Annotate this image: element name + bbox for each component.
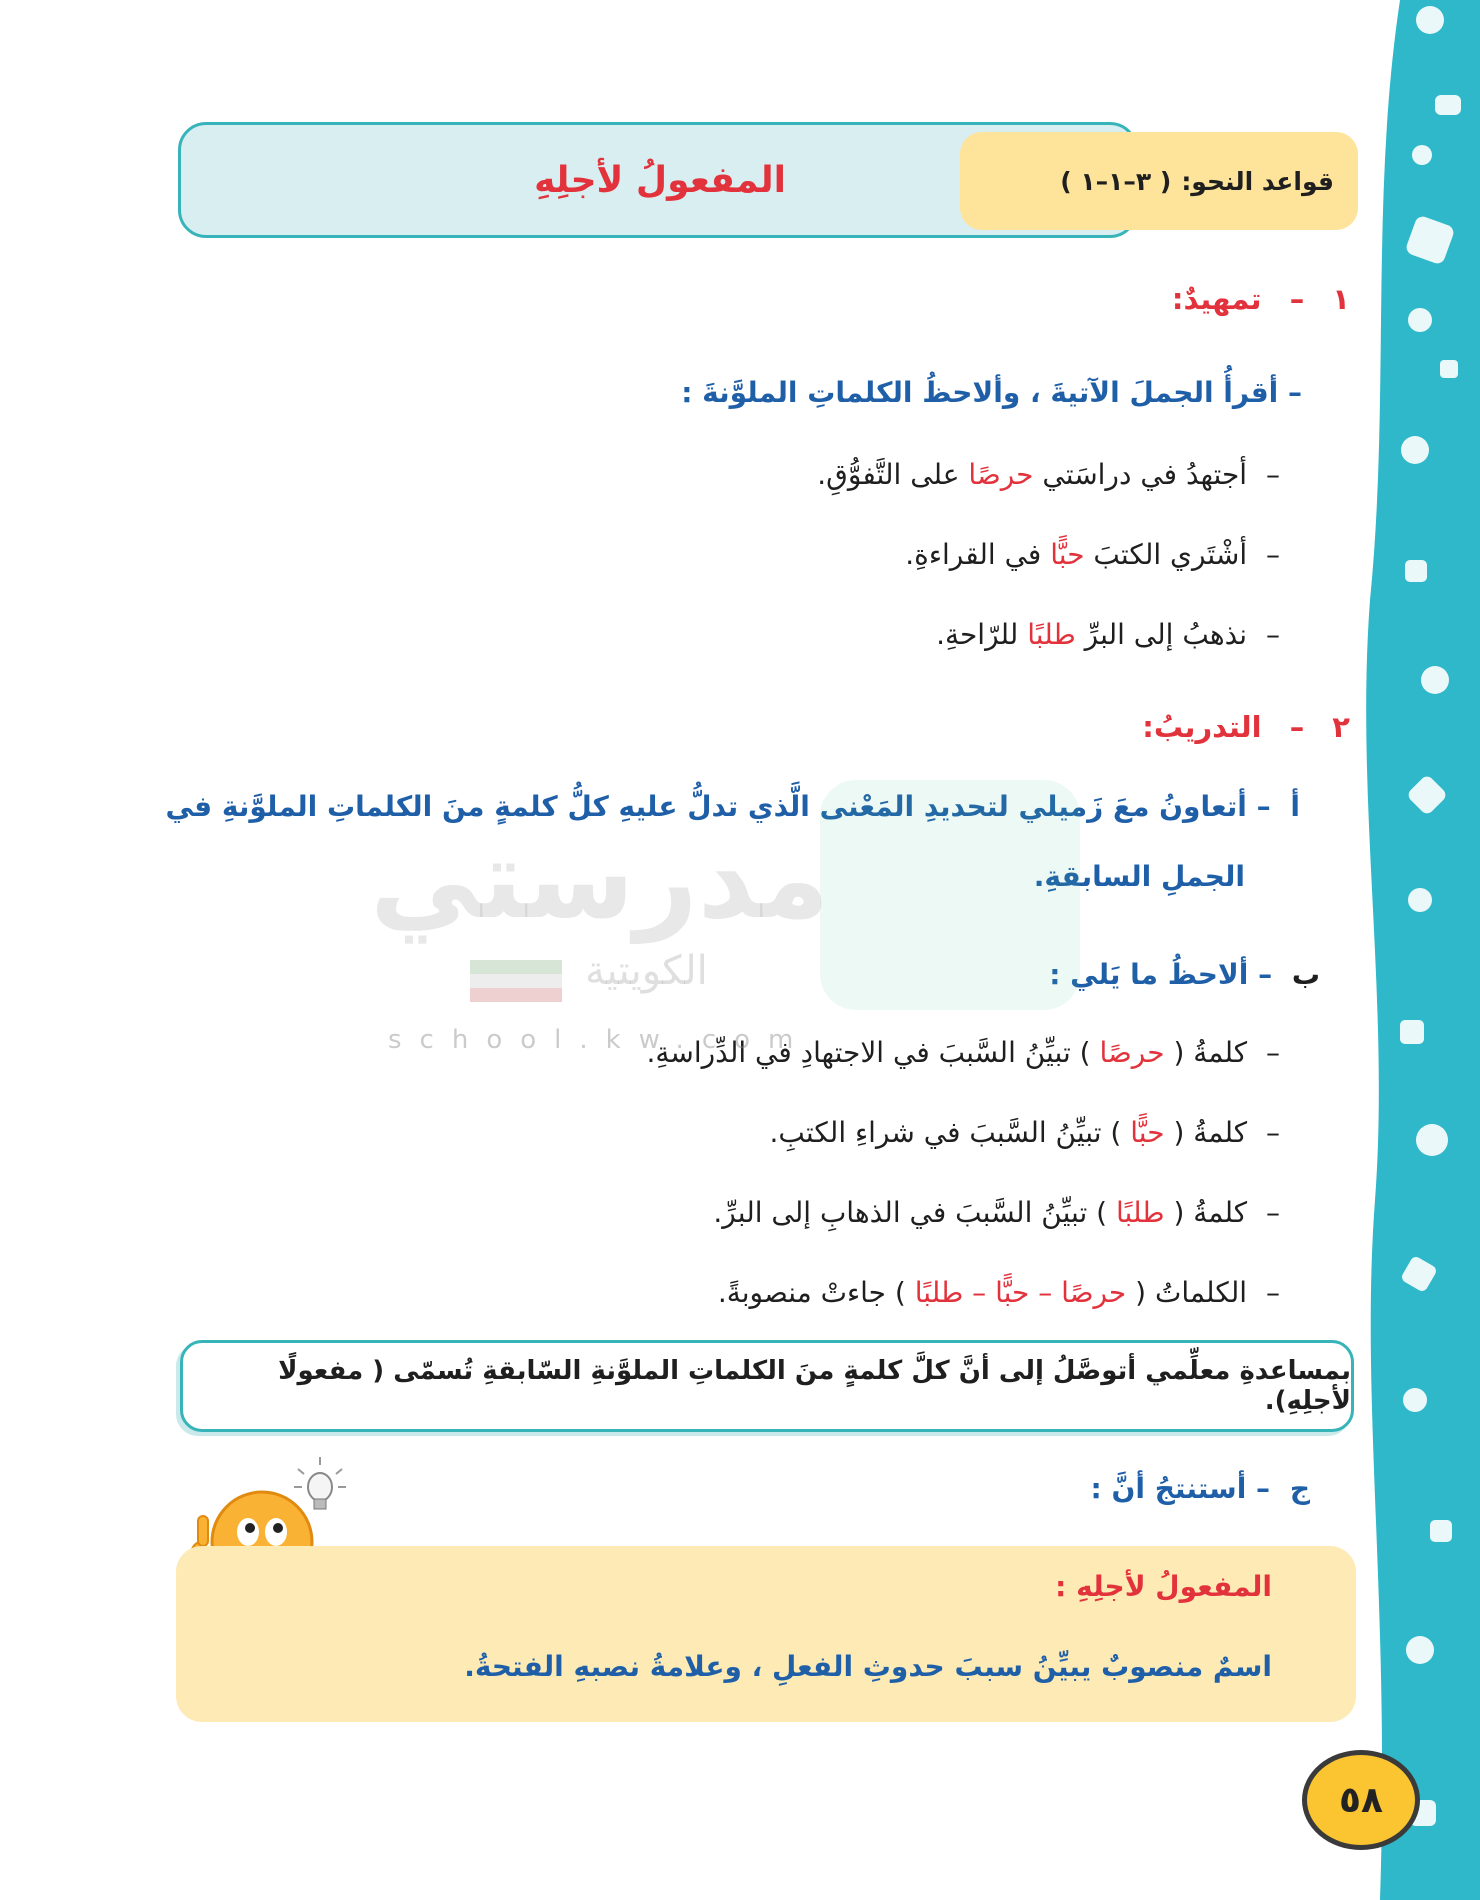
observation-1: – كلمةُ ( حرصًا ) تبيِّنُ السَّببَ في الاجتهادِ في الدِّراسةِ. [646,1036,1280,1069]
watermark-url: school.kw.com [388,1025,812,1055]
page-title: المفعولُ لأجلِهِ [534,160,786,201]
page-number: ٥٨ [1302,1750,1420,1850]
sentence-2: – أشْتَري الكتبَ حبًّا في القراءةِ. [905,538,1280,571]
section-2-title: التدريبُ: [1142,710,1262,744]
observation-3: – كلمةُ ( طلبًا ) تبيِّنُ السَّببَ في الذهابِ إلى البرِّ. [713,1196,1280,1229]
section-1-number: ١ [1332,282,1350,316]
task-a-line-1: أ – أتعاونُ معَ زَميلي لتحديدِ المَعْنى الَّذي تدلُّ عليهِ كلُّ كلمةٍ منَ الكلماتِ الملوَّنةِ في [165,790,1300,823]
watermark-subtitle: الكويتية [585,948,708,994]
section-2-number: ٢ [1332,710,1350,744]
sentence-3: – نذهبُ إلى البرِّ طلبًا للرّاحةِ. [936,618,1280,651]
colored-word: طلبًا [1027,618,1076,651]
section-1-heading [1172,282,1350,316]
lesson-tag-numbers: ( ٣–١–١ ) [1060,166,1172,196]
section-2-heading [1142,710,1350,744]
sentence-1: – أجتهدُ في دراسَتي حرصًا على التَّفوُّقِ. [817,458,1280,491]
colored-word: حرصًا [968,458,1034,491]
observation-summary: – الكلماتُ ( حرصًا – حبًّا – طلبًا ) جاءتْ منصوبةً. [717,1276,1280,1309]
section-1-separator: – [1289,282,1305,316]
task-a-letter: أ [1290,790,1300,823]
decorative-band [1360,0,1480,1900]
colored-word: حرصًا [1099,1036,1165,1069]
colored-words: حرصًا – حبًّا – طلبًا [914,1276,1127,1309]
conclusion-definition: اسمٌ منصوبٌ يبيِّنُ سببَ حدوثِ الفعلِ ، وعلامةُ نصبهِ الفتحةُ. [464,1650,1272,1683]
task-b: ب – ألاحظُ ما يَلي : [1049,958,1320,991]
watermark-logo-text: مدرستي [370,815,830,943]
colored-word: حبًّا [1050,538,1085,571]
lesson-tag [960,132,1358,230]
flag-icon [470,960,562,1004]
task-b-letter: ب [1291,958,1320,991]
observation-2: – كلمةُ ( حبًّا ) تبيِّنُ السَّببَ في شراءِ الكتبِ. [769,1116,1280,1149]
watermark-shape [820,780,1080,1010]
section-1-instruction: – أقرأُ الجملَ الآتيةَ ، وألاحظُ الكلماتِ الملوَّنةَ : [681,376,1302,409]
note-box: بمساعدةِ معلِّمي أتوصَّلُ إلى أنَّ كلَّ كلمةٍ منَ الكلماتِ الملوَّنةِ السّابقةِ تُسمّى ( مفعولًا لأجلِهِ). [180,1340,1354,1432]
section-1-title: تمهيدٌ: [1171,282,1262,316]
lesson-tag-label: قواعد النحو: [1181,166,1334,196]
colored-word: حبًّا [1130,1116,1165,1149]
task-c: ج – أستنتجُ أنَّ : [1090,1472,1310,1505]
colored-word: طلبًا [1116,1196,1165,1229]
task-a-line-2: الجملِ السابقةِ. [1033,860,1245,893]
section-2-separator: – [1289,710,1305,744]
conclusion-heading: المفعولُ لأجلِهِ : [1055,1570,1272,1603]
task-c-letter: ج [1289,1472,1310,1505]
